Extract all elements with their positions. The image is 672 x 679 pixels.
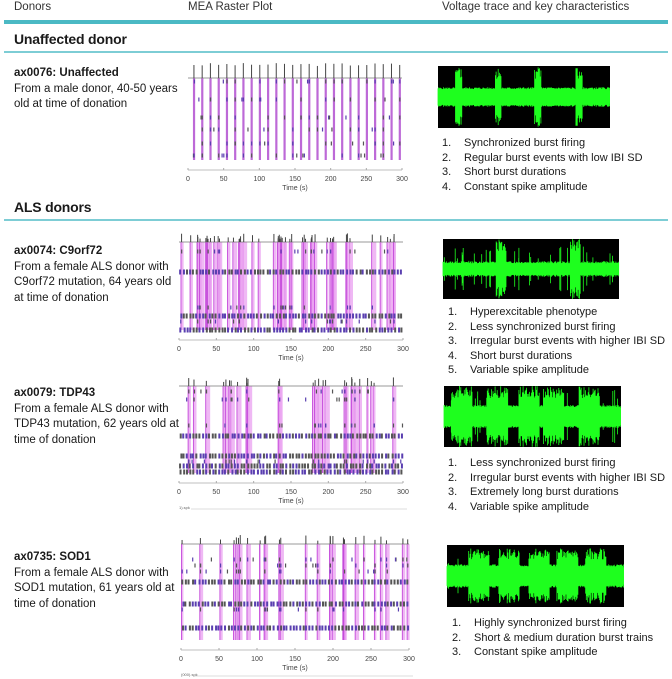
x-tick-label: 50 [219, 176, 228, 183]
x-tick-label: 50 [212, 346, 221, 353]
donor-name: ax0735: SOD1 [14, 551, 91, 563]
x-tick-label: 200 [322, 489, 335, 496]
x-tick-label: 0 [177, 489, 181, 496]
characteristic-item [442, 165, 643, 180]
x-axis-label: Time (s) [278, 355, 304, 362]
item-text: Regular burst events with low IBI SD [464, 151, 643, 164]
voltage-waveform [443, 239, 619, 299]
donor-description: From a female ALS donor with SOD1 mutation, 61 years old at time of donation [14, 566, 175, 610]
donor-description: From a female ALS donor with C9orf72 mutation, 64 years old at time of donation [14, 260, 172, 304]
characteristic-item [448, 471, 665, 486]
item-number: 4. [442, 180, 452, 193]
characteristic-item [448, 485, 665, 500]
item-number: 3. [448, 486, 458, 499]
x-tick-label: 0 [177, 346, 181, 353]
characteristics-list-ax0074 [448, 305, 665, 378]
characteristic-item [452, 616, 653, 631]
x-tick-label: 150 [285, 489, 297, 496]
x-tick-label: 150 [285, 346, 297, 353]
donor-description: From a male donor, 40-50 years old at time of donation [14, 82, 178, 110]
x-tick-label: 50 [215, 656, 223, 663]
item-number: 2. [448, 471, 458, 484]
x-tick-label: 200 [322, 346, 335, 353]
characteristic-item [442, 151, 643, 166]
characteristics-list-ax0076 [442, 136, 643, 194]
item-number: 4. [448, 349, 458, 362]
x-tick-label: 200 [324, 176, 337, 183]
raster-plot-ax0074 [175, 230, 410, 370]
item-text: Extremely long burst durations [470, 486, 619, 499]
x-tick-label: 250 [365, 656, 377, 663]
item-text: Less synchronized burst firing [470, 457, 616, 469]
characteristics-list-ax0079 [448, 456, 665, 514]
x-tick-label: 100 [253, 176, 266, 183]
column-header-donors: Donors [14, 1, 52, 13]
characteristic-item [452, 631, 653, 646]
characteristic-item [448, 320, 665, 335]
donor-name: ax0076: Unaffected [14, 67, 119, 79]
item-text: Hyperexcitable phenotype [470, 306, 598, 318]
column-header-row [0, 0, 672, 16]
x-tick-label: 250 [359, 346, 372, 353]
item-number: 3. [448, 335, 458, 348]
donor-info-ax0074 [14, 244, 179, 306]
x-tick-label: 50 [212, 489, 221, 496]
raster-footnote: 1).spk [179, 505, 190, 510]
section-title-als: ALS donors [14, 199, 92, 215]
header-divider [4, 20, 668, 24]
item-number: 2. [442, 151, 452, 164]
item-number: 1. [442, 137, 452, 149]
item-number: 1. [448, 457, 458, 469]
characteristics-list-ax0735 [452, 616, 653, 660]
item-number: 5. [448, 364, 458, 377]
characteristic-item [448, 500, 665, 515]
voltage-trace-ax0074 [443, 239, 619, 299]
donor-description: From a female ALS donor with TDP43 mutation, 62 years old at time of donation [14, 402, 179, 446]
item-text: Less synchronized burst firing [470, 320, 616, 333]
raster-plot-ax0076 [180, 60, 410, 192]
characteristic-item [448, 305, 665, 320]
donor-name: ax0079: TDP43 [14, 387, 96, 399]
voltage-trace-ax0079 [444, 386, 621, 447]
x-tick-label: 100 [251, 656, 263, 663]
characteristic-item [448, 363, 665, 378]
column-header-raster: MEA Raster Plot [188, 1, 273, 13]
voltage-waveform [447, 545, 624, 607]
characteristic-item [448, 456, 665, 471]
x-tick-label: 300 [396, 176, 408, 183]
x-tick-label: 150 [289, 656, 301, 663]
item-text: Irregular burst events with higher IBI SD [470, 335, 666, 348]
raster-plot-ax0079 [175, 378, 410, 508]
x-tick-label: 300 [403, 656, 415, 663]
raster-footnote: (000).spk [181, 672, 198, 677]
item-text: Variable spike amplitude [470, 500, 590, 513]
x-tick-label: 300 [397, 346, 409, 353]
x-tick-label: 100 [247, 489, 260, 496]
item-text: Short burst durations [464, 166, 567, 179]
characteristic-item [448, 349, 665, 364]
item-text: Constant spike amplitude [464, 180, 588, 193]
x-tick-label: 200 [327, 656, 339, 663]
x-tick-label: 150 [289, 176, 301, 183]
item-number: 3. [452, 646, 462, 659]
item-number: 4. [448, 500, 458, 513]
item-text: Constant spike amplitude [474, 646, 598, 659]
characteristic-item [452, 645, 653, 660]
x-tick-label: 0 [186, 176, 190, 183]
x-axis-label: Time (s) [282, 665, 308, 672]
x-tick-label: 250 [359, 489, 372, 496]
item-text: Highly synchronized burst firing [474, 617, 627, 629]
item-text: Synchronized burst firing [464, 137, 586, 149]
x-tick-label: 300 [397, 489, 409, 496]
item-number: 3. [442, 166, 452, 179]
item-text: Short burst durations [470, 349, 573, 362]
x-tick-label: 250 [360, 176, 373, 183]
section-divider [4, 51, 668, 53]
x-tick-label: 0 [179, 656, 183, 663]
donor-info-ax0079 [14, 386, 179, 448]
voltage-trace-ax0735 [447, 545, 624, 607]
item-text: Irregular burst events with higher IBI SD [470, 471, 666, 484]
voltage-trace-ax0076 [438, 66, 610, 128]
voltage-waveform [438, 66, 610, 128]
raster-plot-ax0735 [175, 532, 415, 679]
donor-name: ax0074: C9orf72 [14, 245, 103, 257]
item-text: Short & medium duration burst trains [474, 631, 654, 644]
column-header-voltage: Voltage trace and key characteristics [442, 1, 630, 13]
characteristic-item [448, 334, 665, 349]
voltage-waveform [444, 386, 621, 447]
item-text: Variable spike amplitude [470, 364, 590, 377]
section-divider [4, 219, 668, 221]
item-number: 1. [448, 306, 458, 318]
x-tick-label: 100 [247, 346, 260, 353]
item-number: 1. [452, 617, 462, 629]
characteristic-item [442, 180, 643, 195]
donor-info-ax0735 [14, 550, 179, 612]
item-number: 2. [448, 320, 458, 333]
x-axis-label: Time (s) [282, 185, 308, 192]
characteristic-item [442, 136, 643, 151]
section-title-unaffected: Unaffected donor [14, 31, 127, 47]
x-axis-label: Time (s) [278, 498, 304, 505]
item-number: 2. [452, 631, 462, 644]
donor-info-ax0076 [14, 66, 179, 113]
